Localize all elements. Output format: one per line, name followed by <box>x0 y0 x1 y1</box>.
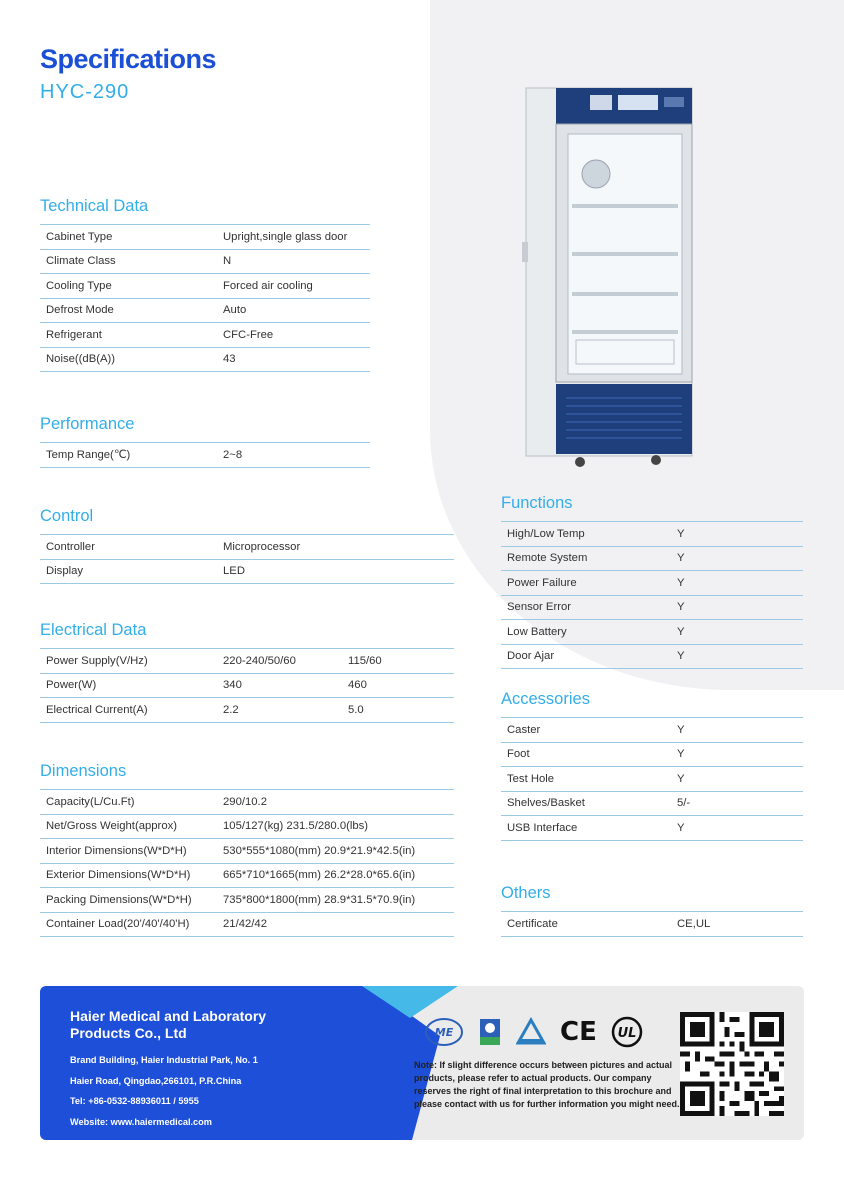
dimensions-table <box>40 789 454 937</box>
refrigerator-image <box>522 82 696 468</box>
table-row: Capacity(L/Cu.Ft) 290/10.2 <box>40 790 454 815</box>
performance-section <box>40 415 370 468</box>
table-row: Sensor Error Y <box>501 595 803 620</box>
electrical-data-section <box>40 621 454 723</box>
table-row: Caster Y <box>501 718 803 743</box>
table-row: Net/Gross Weight(approx) 105/127(kg) 231.5/280.0(lbs) <box>40 814 454 839</box>
table-row: Defrost Mode Auto <box>40 298 370 323</box>
control-table <box>40 534 454 584</box>
technical-data-title: Technical Data <box>40 197 149 215</box>
control-section <box>40 507 454 584</box>
table-row: Foot Y <box>501 742 803 767</box>
electrical-data-title: Electrical Data <box>40 621 147 639</box>
others-table <box>501 911 803 937</box>
page-title: Specifications <box>40 44 217 74</box>
accessories-title: Accessories <box>501 690 590 708</box>
table-row: Container Load(20'/40'/40'H) 21/42/42 <box>40 912 454 937</box>
table-row: Packing Dimensions(W*D*H) 735*800*1800(mm) 28.9*31.5*70.9(in) <box>40 888 454 913</box>
tuv-triangle-icon <box>516 1017 546 1047</box>
table-row: Temp Range(℃) 2~8 <box>40 443 370 468</box>
table-row: Cabinet Type Upright,single glass door <box>40 225 370 250</box>
table-row: Remote System Y <box>501 546 803 571</box>
address-line: Haier Road, Qingdao,266101, P.R.China <box>70 1075 242 1086</box>
address-line: Brand Building, Haier Industrial Park, No. 1 <box>70 1055 258 1065</box>
others-section <box>501 884 803 937</box>
certification-logos <box>424 1014 643 1050</box>
phone-line: Tel: +86-0532-88936011 / 5955 <box>70 1096 199 1106</box>
table-row: Cooling Type Forced air cooling <box>40 274 370 299</box>
table-row: Test Hole Y <box>501 767 803 792</box>
company-address <box>70 1050 258 1132</box>
table-row: Power Supply(V/Hz) 220-240/50/60 115/60 <box>40 649 454 674</box>
dimensions-title: Dimensions <box>40 762 127 780</box>
table-row: Power(W) 340 460 <box>40 673 454 698</box>
model-number: HYC-290 <box>40 81 130 103</box>
ul-logo-text: UL <box>617 1026 637 1041</box>
electrical-data-table <box>40 648 454 723</box>
disclaimer-note: Note: If slight difference occurs between pictures and actual products, please refer to actual products. Our company reserves the right of final interpretation to this brochure and please contact with us for further information you might need. <box>414 1060 680 1109</box>
performance-title: Performance <box>40 415 135 433</box>
table-row: Door Ajar Y <box>501 644 803 669</box>
technical-data-table <box>40 224 370 372</box>
table-row: Certificate CE,UL <box>501 912 803 937</box>
me-logo-icon <box>424 1017 464 1047</box>
fda-icon <box>478 1017 502 1047</box>
me-logo-text: ME <box>434 1026 454 1039</box>
table-row: Controller Microprocessor <box>40 535 454 560</box>
table-row: Climate Class N <box>40 249 370 274</box>
table-row: Display LED <box>40 559 454 584</box>
table-row: Exterior Dimensions(W*D*H) 665*710*1665(mm) 26.2*28.0*65.6(in) <box>40 863 454 888</box>
table-row: Noise((dB(A)) 43 <box>40 347 370 372</box>
functions-title: Functions <box>501 494 573 512</box>
table-row: High/Low Temp Y <box>501 522 803 547</box>
functions-table <box>501 521 803 669</box>
accessories-section <box>501 690 803 841</box>
performance-table <box>40 442 370 468</box>
ul-logo-icon <box>611 1016 643 1048</box>
table-row: Low Battery Y <box>501 620 803 645</box>
company-name: Haier Medical and Laboratory Products Co., Ltd <box>70 1008 267 1041</box>
dimensions-section <box>40 762 454 937</box>
table-row: Refrigerant CFC-Free <box>40 323 370 348</box>
qr-code-icon[interactable] <box>680 1012 784 1116</box>
table-row: USB Interface Y <box>501 816 803 841</box>
footer-banner <box>40 986 804 1140</box>
table-row: Power Failure Y <box>501 571 803 596</box>
functions-section <box>501 494 803 669</box>
control-title: Control <box>40 507 94 525</box>
website-link[interactable]: Website: www.haiermedical.com <box>70 1116 212 1127</box>
accessories-table <box>501 717 803 841</box>
others-title: Others <box>501 884 551 902</box>
table-row: Shelves/Basket 5/- <box>501 791 803 816</box>
table-row: Electrical Current(A) 2.2 5.0 <box>40 698 454 723</box>
ce-mark-icon: CE <box>560 1017 597 1047</box>
technical-data-section <box>40 197 370 372</box>
table-row: Interior Dimensions(W*D*H) 530*555*1080(mm) 20.9*21.9*42.5(in) <box>40 839 454 864</box>
